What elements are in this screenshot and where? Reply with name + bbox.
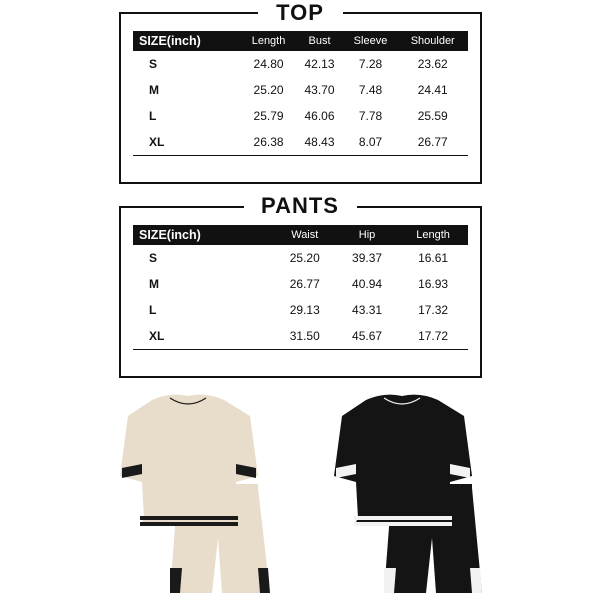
- top-header-bust: Bust: [295, 31, 343, 51]
- pants-header-length: Length: [398, 225, 468, 245]
- table-row: [133, 323, 468, 349]
- top-section-title: TOP: [276, 0, 324, 25]
- table-row: [133, 129, 468, 155]
- table-cell: 42.13: [304, 57, 335, 71]
- table-cell: 24.80: [253, 57, 284, 71]
- table-cell: 46.06: [304, 109, 335, 123]
- top-header-shoulder: Shoulder: [397, 31, 468, 51]
- size-label: L: [149, 303, 157, 317]
- table-row: [133, 103, 468, 129]
- table-cell: 17.32: [418, 303, 449, 317]
- black-outfit-image: [310, 388, 490, 598]
- table-cell: 16.61: [418, 251, 449, 265]
- table-cell: 7.48: [358, 83, 383, 97]
- table-cell: 25.20: [253, 83, 284, 97]
- top-header-row: [133, 31, 468, 51]
- pants-header-hip: Hip: [336, 225, 398, 245]
- size-label: XL: [133, 323, 274, 349]
- pants-size-table: [133, 225, 468, 350]
- pants-header-row: [133, 225, 468, 245]
- top-header-length: Length: [242, 31, 296, 51]
- table-cell: 24.41: [417, 83, 448, 97]
- table-cell: 45.67: [336, 323, 398, 349]
- size-label: XL: [133, 129, 242, 155]
- top-header-sleeve: Sleeve: [344, 31, 398, 51]
- table-cell: 31.50: [274, 323, 336, 349]
- table-cell: 23.62: [417, 57, 448, 71]
- table-cell: 25.59: [417, 109, 448, 123]
- table-cell: 48.43: [295, 129, 343, 155]
- table-cell: 29.13: [289, 303, 320, 317]
- beige-outfit-image: [100, 388, 280, 598]
- top-header-size: SIZE(inch): [133, 31, 242, 51]
- top-size-table: [133, 31, 468, 156]
- table-row: [133, 245, 468, 271]
- table-row: [133, 51, 468, 77]
- table-cell: 26.77: [289, 277, 320, 291]
- table-cell: 17.72: [398, 323, 468, 349]
- table-cell: 7.78: [358, 109, 383, 123]
- pants-section-title: PANTS: [261, 193, 339, 218]
- table-cell: 26.38: [242, 129, 296, 155]
- size-label: S: [149, 251, 158, 265]
- size-label: L: [149, 109, 157, 123]
- pants-header-waist: Waist: [274, 225, 336, 245]
- size-label: M: [149, 83, 159, 97]
- table-cell: 25.20: [289, 251, 320, 265]
- pants-header-size: SIZE(inch): [133, 225, 274, 245]
- table-cell: 8.07: [344, 129, 398, 155]
- table-row: [133, 77, 468, 103]
- table-row: [133, 297, 468, 323]
- table-cell: 43.70: [304, 83, 335, 97]
- size-label: S: [149, 57, 158, 71]
- table-cell: 16.93: [418, 277, 449, 291]
- table-row: [133, 271, 468, 297]
- table-cell: 25.79: [253, 109, 284, 123]
- table-cell: 39.37: [352, 251, 383, 265]
- table-cell: 7.28: [358, 57, 383, 71]
- table-cell: 26.77: [397, 129, 468, 155]
- table-cell: 40.94: [352, 277, 383, 291]
- table-cell: 43.31: [352, 303, 383, 317]
- size-label: M: [149, 277, 159, 291]
